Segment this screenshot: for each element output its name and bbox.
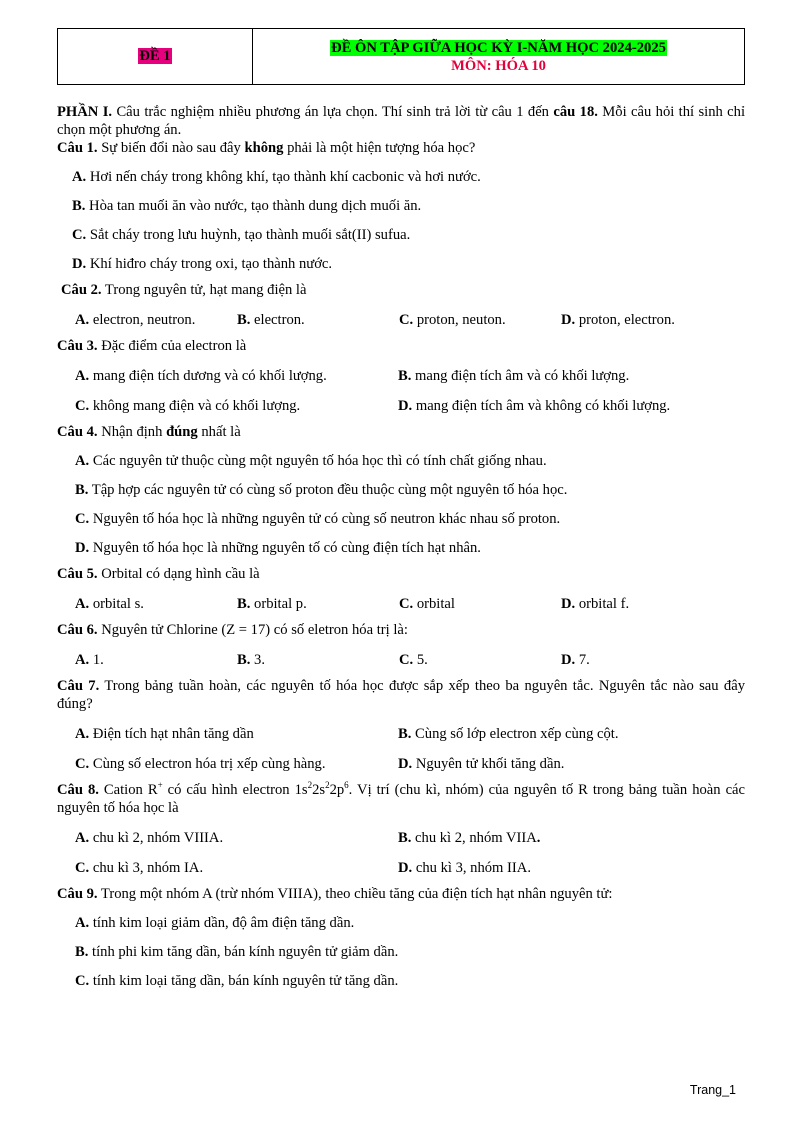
q9-option-a[interactable]: A. tính kim loại giảm dần, độ âm điện tăng dần.	[75, 915, 355, 931]
q3-option-a[interactable]: A. mang điện tích dương và có khối lượng.	[75, 368, 327, 384]
q2-option-c[interactable]: C. proton, neuton.	[399, 312, 506, 328]
q5-option-b[interactable]: B. orbital p.	[237, 596, 307, 612]
question-7: Câu 7. Trong bảng tuần hoàn, các nguyên tố hóa học được sắp xếp theo ba nguyên tắc. Nguyên tắc nào sau đây đúng?	[57, 678, 745, 712]
q8-option-b[interactable]: B. chu kì 2, nhóm VIIA.	[398, 830, 541, 846]
q7-option-c[interactable]: C. Cùng số electron hóa trị xếp cùng hàng.	[75, 756, 326, 772]
q3-options-row2	[57, 397, 745, 415]
exam-title: ĐỀ ÔN TẬP GIỮA HỌC KỲ I-NĂM HỌC 2024-2025	[331, 39, 666, 56]
q1-option-d[interactable]: D. Khí hiđro cháy trong oxi, tạo thành nước.	[72, 256, 333, 272]
q8-option-d[interactable]: D. chu kì 3, nhóm IIA.	[398, 860, 531, 876]
q2-option-b[interactable]: B. electron.	[237, 312, 305, 328]
question-9: Câu 9. Trong một nhóm A (trừ nhóm VIIIA), theo chiều tăng của điện tích hạt nhân nguyên tử:	[57, 886, 613, 902]
q7-options-row1	[57, 725, 745, 743]
q7-option-d[interactable]: D. Nguyên tử khối tăng dần.	[398, 756, 565, 772]
q1-option-a[interactable]: A. Hơi nến cháy trong không khí, tạo thành khí cacbonic và hơi nước.	[72, 169, 481, 185]
question-5: Câu 5. Orbital có dạng hình cầu là	[57, 566, 260, 582]
q6-option-d[interactable]: D. 7.	[561, 652, 590, 668]
q3-option-c[interactable]: C. không mang điện và có khối lượng.	[75, 398, 301, 414]
exam-title-cell	[253, 29, 745, 85]
q8-option-a[interactable]: A. chu kì 2, nhóm VIIIA.	[75, 830, 224, 846]
q9-option-c[interactable]: C. tính kim loại tăng dần, bán kính nguyên tử tăng dần.	[75, 973, 399, 989]
q5-option-a[interactable]: A. orbital s.	[75, 596, 144, 612]
q4-option-c[interactable]: C. Nguyên tố hóa học là những nguyên tử có cùng số neutron khác nhau số proton.	[75, 511, 561, 527]
q3-option-d[interactable]: D. mang điện tích âm và không có khối lượng.	[398, 398, 671, 414]
q1-option-c[interactable]: C. Sắt cháy trong lưu huỳnh, tạo thành muối sắt(II) sufua.	[72, 227, 411, 243]
question-8: Câu 8. Cation R+ có cấu hình electron $1s^22s^22p^6$. Vị trí (chu kì, nhóm) của nguyên tố R trong bảng tuần hoàn các nguyên tố hóa học là	[57, 780, 746, 816]
q6-options	[57, 651, 745, 669]
q2-options	[57, 311, 745, 329]
q8-option-c[interactable]: C. chu kì 3, nhóm IA.	[75, 860, 204, 876]
exam-code-cell	[58, 29, 253, 85]
question-3: Câu 3. Đặc điểm của electron là	[57, 338, 247, 354]
q2-option-d[interactable]: D. proton, electron.	[561, 312, 675, 328]
q4-option-b[interactable]: B. Tập hợp các nguyên tử có cùng số proton đều thuộc cùng một nguyên tố hóa học.	[75, 482, 568, 498]
q5-options	[57, 595, 745, 613]
q2-option-a[interactable]: A. electron, neutron.	[75, 312, 196, 328]
q4-option-d[interactable]: D. Nguyên tố hóa học là những nguyên tố có cùng điện tích hạt nhân.	[75, 540, 481, 556]
q4-option-a[interactable]: A. Các nguyên tử thuộc cùng một nguyên tố hóa học thì có tính chất giống nhau.	[75, 453, 547, 469]
q9-option-b[interactable]: B. tính phi kim tăng dần, bán kính nguyên tử giảm dần.	[75, 944, 399, 960]
q6-option-b[interactable]: B. 3.	[237, 652, 265, 668]
question-2: Câu 2. Trong nguyên tử, hạt mang điện là	[61, 282, 307, 298]
exam-subject: MÔN: HÓA 10	[451, 57, 546, 74]
q7-option-a[interactable]: A. Điện tích hạt nhân tăng dần	[75, 726, 254, 742]
q5-option-c[interactable]: C. orbital	[399, 596, 455, 612]
exam-code: ĐỀ 1	[139, 48, 171, 64]
q1-option-b[interactable]: B. Hòa tan muối ăn vào nước, tạo thành dung dịch muối ăn.	[72, 198, 422, 214]
question-6: Câu 6. Nguyên tử Chlorine (Z = 17) có số eletron hóa trị là:	[57, 622, 408, 638]
q7-options-row2	[57, 755, 745, 773]
q3-option-b[interactable]: B. mang điện tích âm và có khối lượng.	[398, 368, 630, 384]
page-number: Trang_1	[689, 1083, 736, 1097]
exam-page	[57, 28, 745, 990]
question-1: Câu 1. Sự biến đổi nào sau đây không phải là một hiện tượng hóa học?	[57, 140, 476, 156]
q8-options-row1	[57, 829, 745, 847]
q6-option-c[interactable]: C. 5.	[399, 652, 428, 668]
q3-options-row1	[57, 367, 745, 385]
q6-option-a[interactable]: A. 1.	[75, 652, 104, 668]
header-table	[57, 28, 745, 85]
q8-options-row2	[57, 859, 745, 877]
q7-option-b[interactable]: B. Cùng số lớp electron xếp cùng cột.	[398, 726, 619, 742]
question-4: Câu 4. Nhận định đúng nhất là	[57, 424, 241, 440]
part-intro: PHẦN I. Câu trắc nghiệm nhiều phương án lựa chọn. Thí sinh trả lời từ câu 1 đến câu 18. Mỗi câu hỏi thí sinh chỉ chọn một phương án.	[57, 104, 746, 138]
q5-option-d[interactable]: D. orbital f.	[561, 596, 630, 612]
